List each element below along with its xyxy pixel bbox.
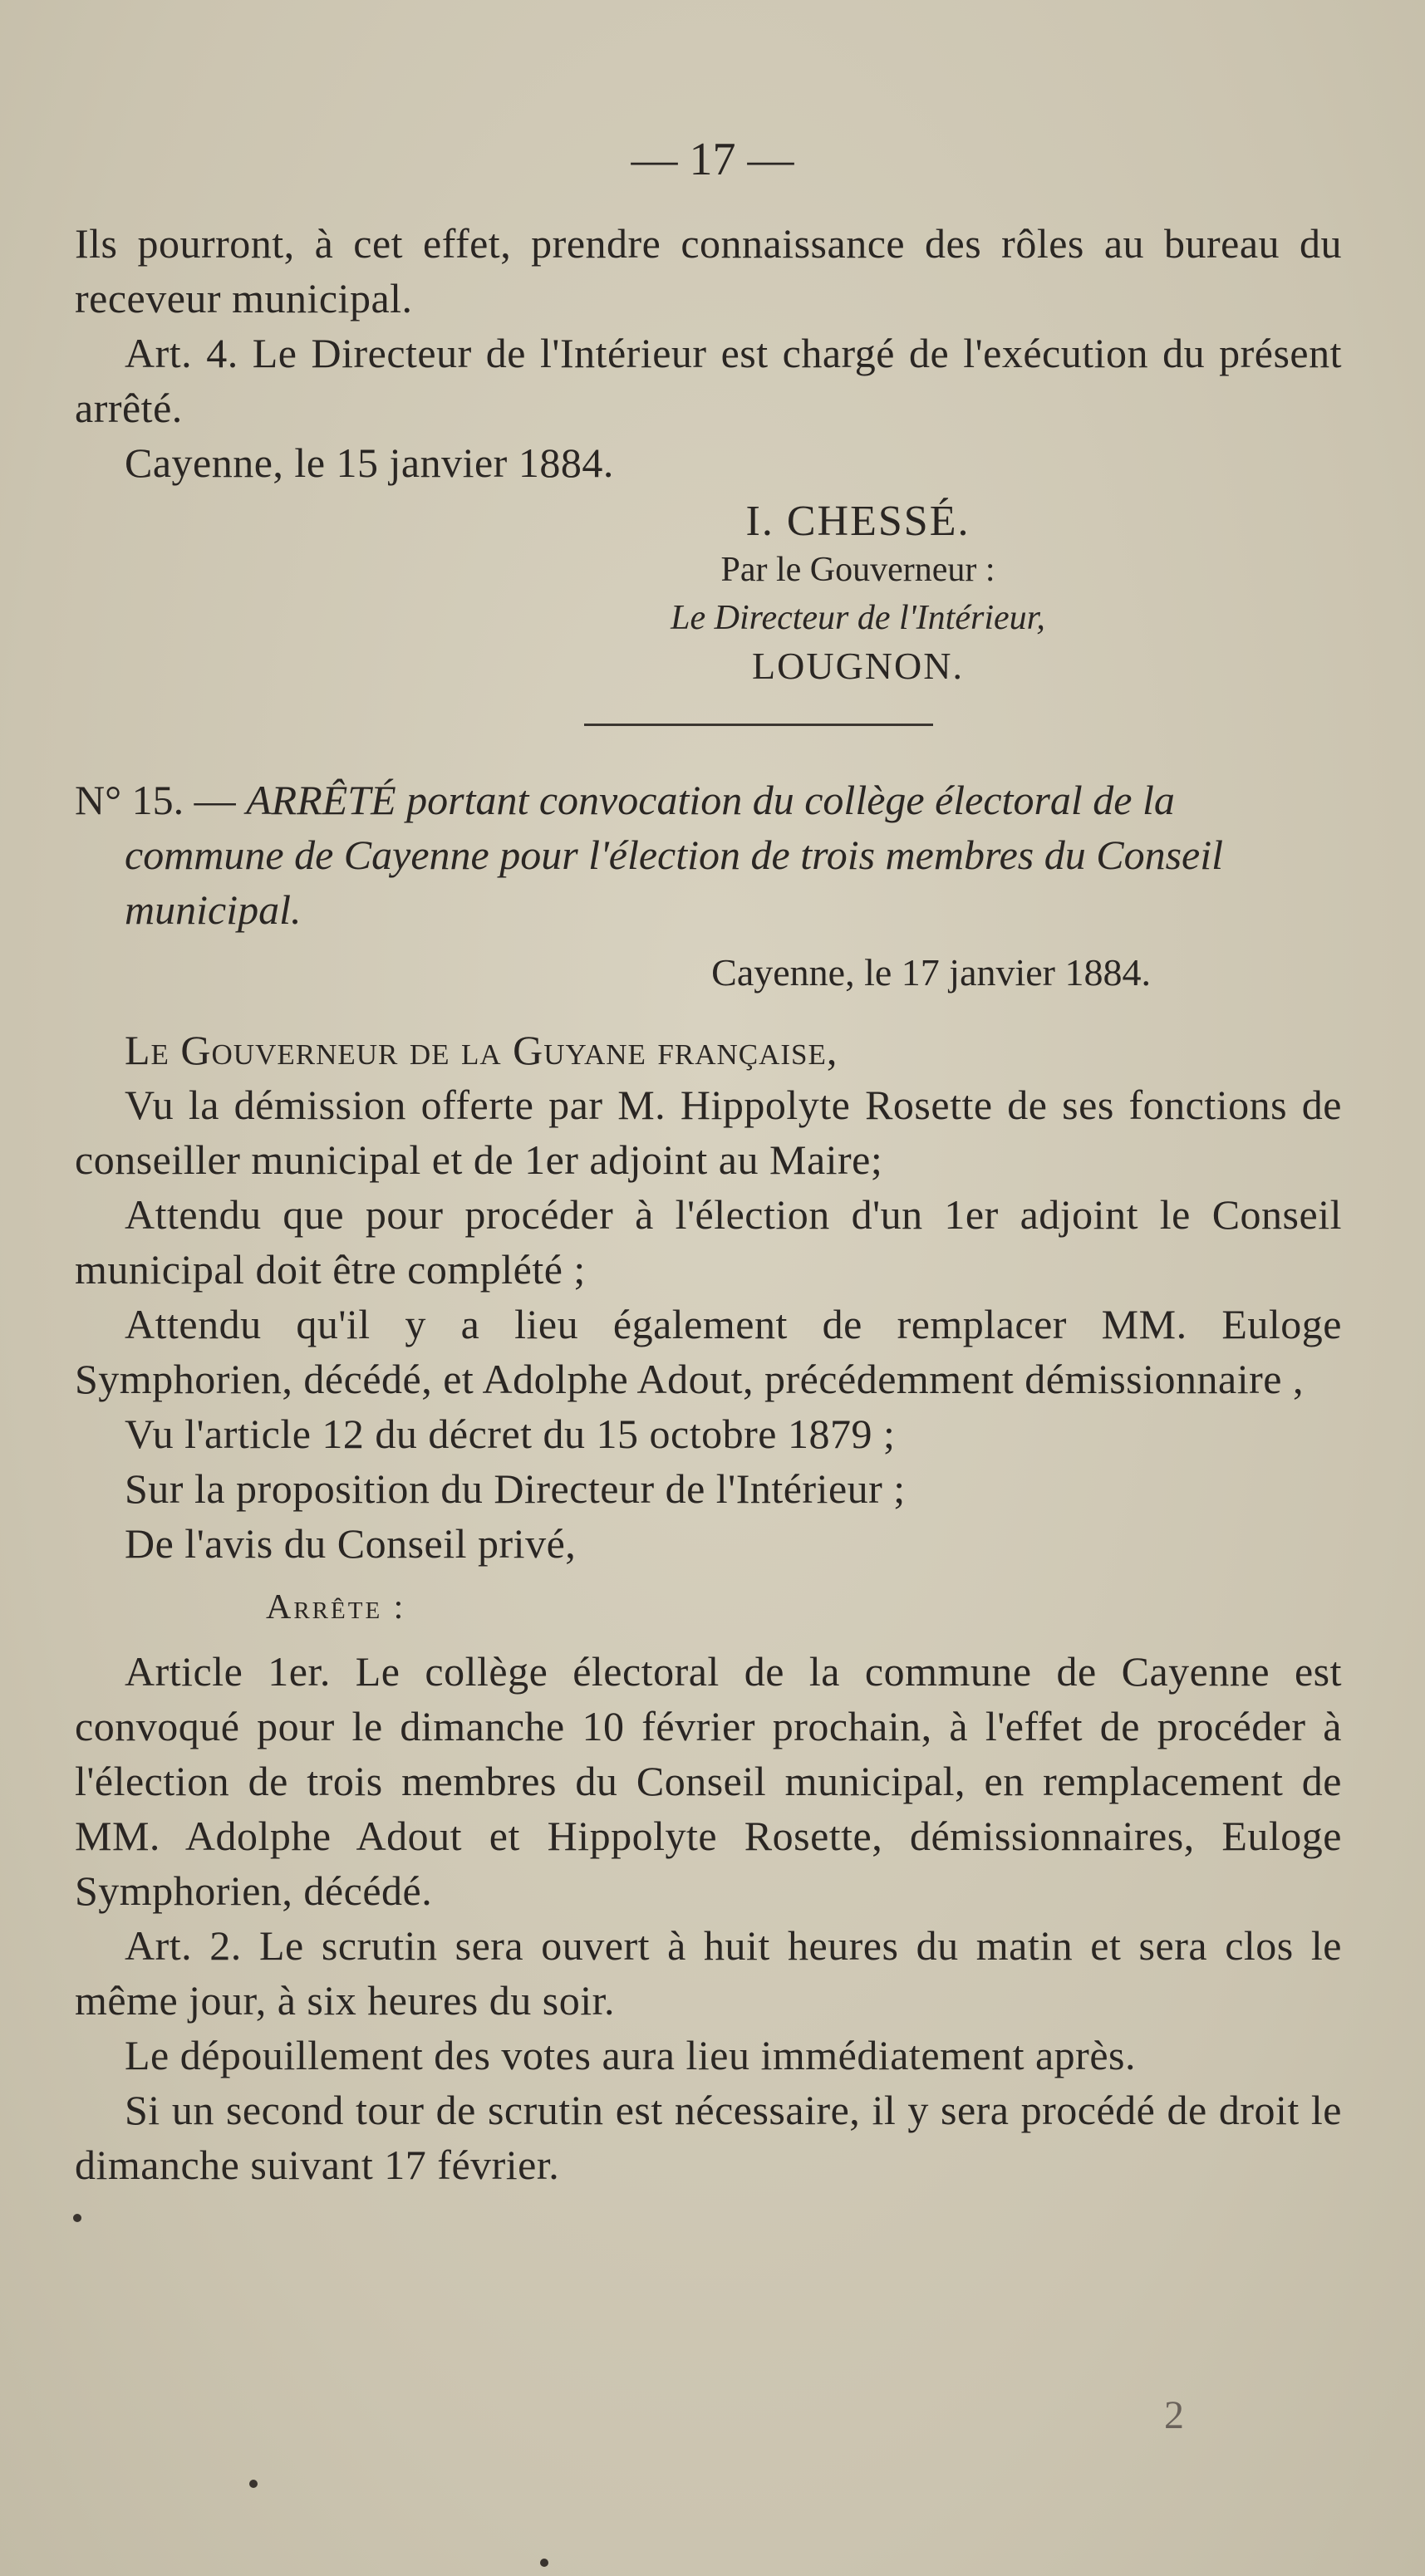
page-folio: — 17 — (631, 134, 794, 185)
arrete-heading: Arrête : (266, 1588, 406, 1627)
avis-conseil: De l'avis du Conseil privé, (125, 1520, 577, 1567)
opening-line (75, 1023, 1342, 1077)
vu-demission: Vu la démission offerte par M. Hippolyte Rosette de ses fonctions de conseiller municipal et de 1er adjoint au Maire; (75, 1082, 1342, 1183)
article-1: Article 1er. Le collège électoral de la commune de Cayenne est convoqué pour le dimanche 10 février prochain, à l'effet de procéder à l'élection de trois membres du Conseil municipal, en remplacement de MM. Adolphe Adout et Hippolyte Rosette, démissionnaires, Euloge Symphorien, décédé. (75, 1648, 1342, 1914)
director-signature: LOUGNON. (752, 645, 964, 687)
section-divider (584, 724, 933, 726)
decree-number: N° 15. — (75, 777, 236, 823)
opening-text: Le Gouverneur de la Guyane française, (125, 1027, 838, 1073)
decree-title (75, 773, 1342, 937)
vu-article: Vu l'article 12 du décret du 15 octobre 1879 ; (125, 1411, 896, 1457)
decree-date: Cayenne, le 17 janvier 1884. (711, 951, 1151, 994)
depouillement: Le dépouillement des votes aura lieu immédiatement après. (125, 2032, 1136, 2078)
sur-proposition: Sur la proposition du Directeur de l'Intérieur ; (125, 1465, 906, 1512)
attendu-2: Attendu qu'il y a lieu également de remplacer MM. Euloge Symphorien, décédé, et Adolphe Adout, précédemment démissionnaire , (75, 1301, 1342, 1402)
second-tour: Si un second tour de scrutin est nécessaire, il y sera procédé de droit le dimanche suivant 17 février. (75, 2087, 1342, 2188)
ink-speck (249, 2480, 258, 2488)
governor-signature: I. CHESSÉ. (745, 498, 970, 545)
paragraph: Ils pourront, à cet effet, prendre connaissance des rôles au bureau du receveur municipal. (75, 220, 1342, 321)
attendu-1: Attendu que pour procéder à l'élection d'un 1er adjoint le Conseil municipal doit être complété ; (75, 1191, 1342, 1293)
decree-heading: ARRÊTÉ portant convocation du collège électoral de la commune de Cayenne pour l'élection de trois membres du Conseil municipal. (125, 777, 1223, 933)
director-title: Le Directeur de l'Intérieur, (671, 599, 1045, 637)
page-body (75, 125, 1342, 2192)
signature-mark: 2 (1164, 2393, 1184, 2437)
article-2: Art. 2. Le scrutin sera ouvert à huit heures du matin et sera clos le même jour, à six heures du soir. (75, 1922, 1342, 2024)
place-date: Cayenne, le 15 janvier 1884. (125, 439, 614, 486)
by-governor: Par le Gouverneur : (720, 551, 995, 589)
ink-speck (540, 2559, 548, 2567)
ink-speck (73, 2214, 81, 2222)
article-4: Art. 4. Le Directeur de l'Intérieur est chargé de l'exécution du présent arrêté. (75, 330, 1342, 431)
